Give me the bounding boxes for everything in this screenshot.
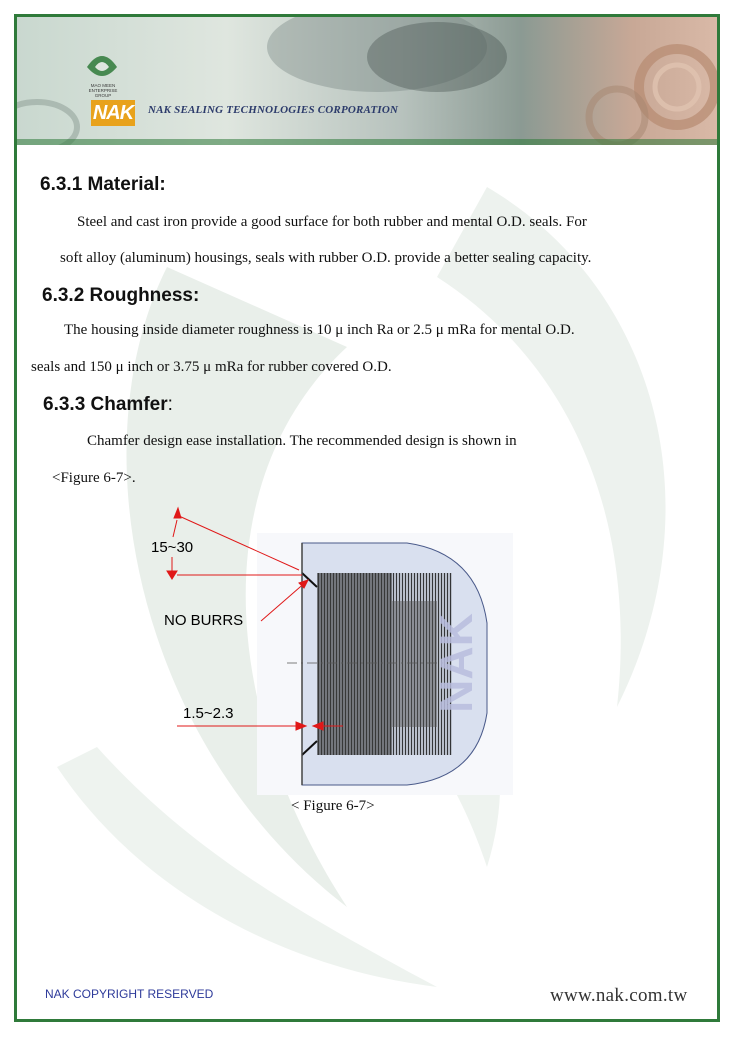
chamfer-size-label: 1.5~2.3 [183,705,234,722]
group-name: MAO MEEN ENTERPRISE GROUP [88,83,118,98]
roughness-line-1: The housing inside diameter roughness is 10 μ inch Ra or 2.5 μ mRa for mental O.D. [64,322,575,338]
roughness-line-2: seals and 150 μ inch or 3.75 μ mRa for rubber covered O.D. [31,359,392,375]
section-heading-roughness: 6.3.2 Roughness: [42,285,200,306]
company-name: NAK SEALING TECHNOLOGIES CORPORATION [148,104,399,116]
copyright-text: NAK COPYRIGHT RESERVED [45,987,214,1001]
chamfer-heading-suffix: : [167,394,173,415]
chamfer-heading-text: 6.3.3 Chamfer [43,394,168,415]
no-burrs-label: NO BURRS [164,612,244,629]
chamfer-line-2: <Figure 6-7>. [52,470,136,486]
nak-logo: NAK [92,102,134,124]
figure-annotations [17,17,717,1017]
chamfer-line-1: Chamfer design ease installation. The recommended design is shown in [87,433,517,449]
figure-caption: < Figure 6-7> [291,798,375,814]
section-heading-material: 6.3.1 Material: [40,174,166,195]
material-line-2: soft alloy (aluminum) housings, seals with rubber O.D. provide a better sealing capacity. [60,250,592,266]
figure-watermark: NAK [430,613,482,713]
page-frame [14,14,720,1022]
website-url[interactable]: www.nak.com.tw [550,985,688,1006]
angle-label: 15~30 [151,539,194,556]
material-line-1: Steel and cast iron provide a good surface for both rubber and mental O.D. seals. For [77,214,587,230]
